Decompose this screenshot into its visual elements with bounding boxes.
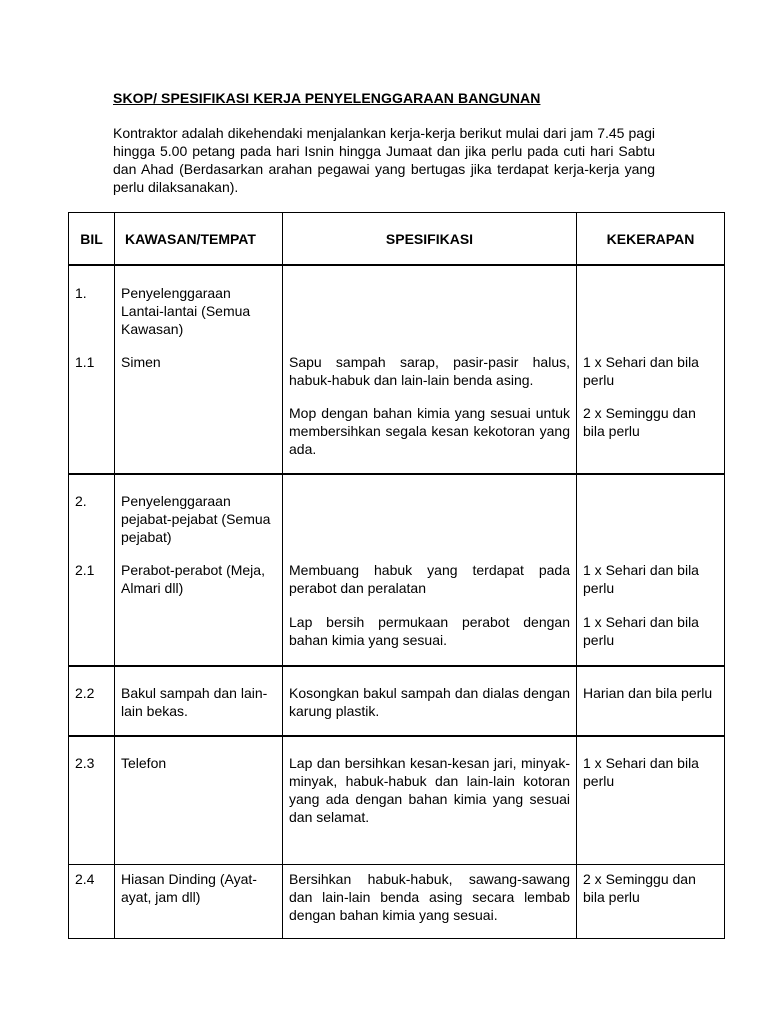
header-bil: BIL bbox=[69, 213, 115, 266]
kekerapan-cell bbox=[577, 736, 725, 865]
section-title: Penyelenggaraan pejabat-pejabat (Semua pejabat) bbox=[121, 493, 271, 545]
bil-cell bbox=[69, 865, 115, 939]
item-title: Perabot-perabot (Meja, Almari dll) bbox=[121, 562, 265, 596]
header-kekerapan: KEKERAPAN bbox=[577, 213, 725, 266]
kekerapan-cell bbox=[577, 265, 725, 474]
bil-cell bbox=[69, 474, 115, 666]
item-number: 1.1 bbox=[75, 354, 95, 370]
item-title: Bakul sampah dan lain-lain bekas. bbox=[121, 685, 268, 719]
frequency-text: 1 x Sehari dan bila perlu bbox=[583, 354, 699, 388]
kekerapan-cell bbox=[577, 865, 725, 939]
frequency-text: 2 x Seminggu dan bila perlu bbox=[583, 871, 696, 905]
header-spesifikasi: SPESIFIKASI bbox=[283, 213, 577, 266]
item-number: 2.2 bbox=[75, 685, 95, 701]
kawasan-cell bbox=[115, 265, 283, 474]
header-kawasan: KAWASAN/TEMPAT bbox=[115, 213, 283, 266]
specification-table bbox=[68, 212, 725, 939]
item-number: 2.3 bbox=[75, 755, 95, 771]
table-row bbox=[69, 474, 725, 666]
frequency-text: 1 x Sehari dan bila perlu bbox=[583, 562, 699, 596]
kekerapan-cell bbox=[577, 474, 725, 666]
table-header-row bbox=[69, 213, 725, 266]
frequency-text: 2 x Seminggu dan bila perlu bbox=[583, 405, 696, 439]
spesifikasi-cell bbox=[283, 666, 577, 736]
frequency-text: Harian dan bila perlu bbox=[583, 685, 713, 701]
item-title: Simen bbox=[121, 354, 161, 370]
spec-text: Lap dan bersihkan kesan-kesan jari, minyak-minyak, habuk-habuk dan lain-lain kotoran yang ada dengan bahan kimia yang sesuai dan selamat. bbox=[289, 755, 570, 825]
kawasan-cell bbox=[115, 736, 283, 865]
document-title: SKOP/ SPESIFIKASI KERJA PENYELENGGARAAN BANGUNAN bbox=[113, 90, 541, 106]
spec-text: Bersihkan habuk-habuk, sawang-sawang dan lain-lain benda asing secara lembab dengan bahan kimia yang sesuai. bbox=[289, 871, 570, 923]
section-number: 1. bbox=[75, 285, 87, 301]
frequency-text: 1 x Sehari dan bila perlu bbox=[583, 614, 699, 648]
frequency-text: 1 x Sehari dan bila perlu bbox=[583, 755, 699, 789]
spec-text: Mop dengan bahan kimia yang sesuai untuk membersihkan segala kesan kekotoran yang ada. bbox=[289, 405, 570, 457]
spesifikasi-cell bbox=[283, 736, 577, 865]
section-number: 2. bbox=[75, 493, 87, 509]
bil-cell bbox=[69, 265, 115, 474]
spesifikasi-cell bbox=[283, 265, 577, 474]
kawasan-cell bbox=[115, 474, 283, 666]
spesifikasi-cell bbox=[283, 474, 577, 666]
bil-cell bbox=[69, 666, 115, 736]
spec-text: Sapu sampah sarap, pasir-pasir halus, habuk-habuk dan lain-lain benda asing. bbox=[289, 354, 570, 388]
table-row bbox=[69, 736, 725, 865]
intro-paragraph: Kontraktor adalah dikehendaki menjalankan kerja-kerja berikut mulai dari jam 7.45 pagi hingga 5.00 petang pada hari Isnin hingga Jumaat dan jika perlu pada cuti hari Sabtu dan Ahad (Berdasarkan arahan pegawai yang bertugas jika terdapat kerja-kerja yang perlu dilaksanakan). bbox=[113, 125, 655, 195]
kawasan-cell bbox=[115, 666, 283, 736]
item-title: Telefon bbox=[121, 755, 167, 771]
item-number: 2.4 bbox=[75, 871, 95, 887]
spec-text: Membuang habuk yang terdapat pada perabot dan peralatan bbox=[289, 562, 570, 596]
kekerapan-cell bbox=[577, 666, 725, 736]
spesifikasi-cell bbox=[283, 865, 577, 939]
bil-cell bbox=[69, 736, 115, 865]
item-title: Hiasan Dinding (Ayat-ayat, jam dll) bbox=[121, 871, 257, 905]
section-title: Penyelenggaraan Lantai-lantai (Semua Kawasan) bbox=[121, 285, 251, 337]
table-row bbox=[69, 666, 725, 736]
kawasan-cell bbox=[115, 865, 283, 939]
table-row bbox=[69, 265, 725, 474]
table-row bbox=[69, 865, 725, 939]
spec-text: Kosongkan bakul sampah dan dialas dengan karung plastik. bbox=[289, 685, 570, 719]
spec-text: Lap bersih permukaan perabot dengan bahan kimia yang sesuai. bbox=[289, 614, 570, 648]
item-number: 2.1 bbox=[75, 562, 95, 578]
